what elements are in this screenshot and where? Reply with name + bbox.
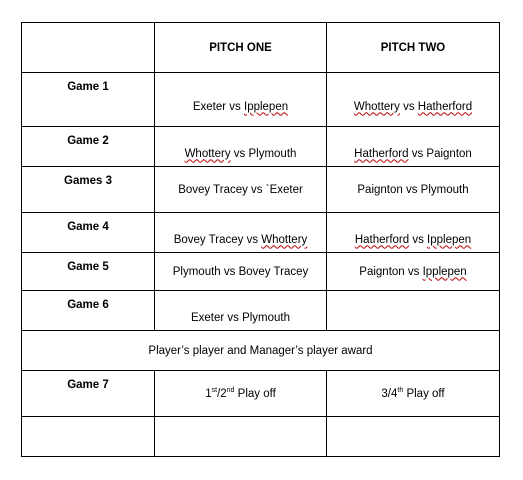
match-team-name: Whottery: [353, 100, 400, 113]
ordinal-suffix: th: [397, 386, 404, 394]
pitch-two-match: Paignton vs Plymouth: [327, 167, 500, 213]
pitch-one-match: Bovey Tracey vs `Exeter: [155, 167, 327, 213]
pitch-one-match: [155, 127, 327, 167]
pitch-two-match: [327, 291, 500, 331]
pitch-two-match: [327, 213, 500, 253]
header-blank-cell: [22, 23, 155, 73]
match-text: Paignton vs: [359, 265, 423, 278]
award-text: Player’s player and Manager’s player award: [22, 331, 500, 371]
match-team-name: Ipplepen: [244, 100, 289, 113]
pitch-one-match: Exeter vs Plymouth: [155, 291, 327, 331]
empty-cell: [155, 417, 327, 457]
empty-cell: [327, 417, 500, 457]
playoff-text: 3/4: [381, 387, 398, 400]
match-team-name: Ipplepen: [422, 265, 467, 278]
playoff-text: Play off: [234, 387, 276, 400]
table-row: [22, 253, 500, 291]
award-row: [22, 331, 500, 371]
header-pitch-one: PITCH ONE: [155, 23, 327, 73]
pitch-one-match: [155, 73, 327, 127]
header-row: [22, 23, 500, 73]
pitch-two-playoff: [327, 371, 500, 417]
pitch-two-match: [327, 253, 500, 291]
table-row: [22, 371, 500, 417]
match-text: vs: [409, 233, 428, 246]
game-label: Game 5: [22, 253, 155, 291]
match-team-name: Whottery: [261, 233, 308, 246]
match-text: vs Paignton: [408, 147, 472, 160]
table-row: [22, 73, 500, 127]
match-team-name: Hatherford: [354, 233, 410, 246]
pitch-two-match: [327, 73, 500, 127]
game-label: Games 3: [22, 167, 155, 213]
header-pitch-two: PITCH TWO: [327, 23, 500, 73]
match-text: vs Plymouth: [230, 147, 297, 160]
game-label: Game 7: [22, 371, 155, 417]
playoff-text: Play off: [403, 387, 445, 400]
match-team-name: Ipplepen: [427, 233, 472, 246]
playoff-text: /2: [217, 387, 227, 400]
game-label: Game 6: [22, 291, 155, 331]
match-text: vs: [399, 100, 418, 113]
table-row: [22, 213, 500, 253]
table-row: [22, 291, 500, 331]
match-team-name: Hatherford: [417, 100, 473, 113]
match-team-name: Whottery: [184, 147, 231, 160]
game-label: Game 2: [22, 127, 155, 167]
match-text: Exeter vs: [192, 100, 244, 113]
pitch-one-match: Plymouth vs Bovey Tracey: [155, 253, 327, 291]
match-team-name: Hatherford: [354, 147, 409, 160]
ordinal-suffix: st: [211, 386, 218, 394]
match-text: Bovey Tracey vs: [173, 233, 262, 246]
ordinal-suffix: nd: [226, 386, 235, 394]
fixture-table: [21, 22, 500, 457]
game-label: Game 1: [22, 73, 155, 127]
table-row: [22, 127, 500, 167]
game-label: Game 4: [22, 213, 155, 253]
table-row: [22, 167, 500, 213]
pitch-two-match: [327, 127, 500, 167]
pitch-one-playoff: [155, 371, 327, 417]
playoff-text: 1: [205, 387, 212, 400]
pitch-one-match: [155, 213, 327, 253]
empty-cell: [22, 417, 155, 457]
empty-row: [22, 417, 500, 457]
